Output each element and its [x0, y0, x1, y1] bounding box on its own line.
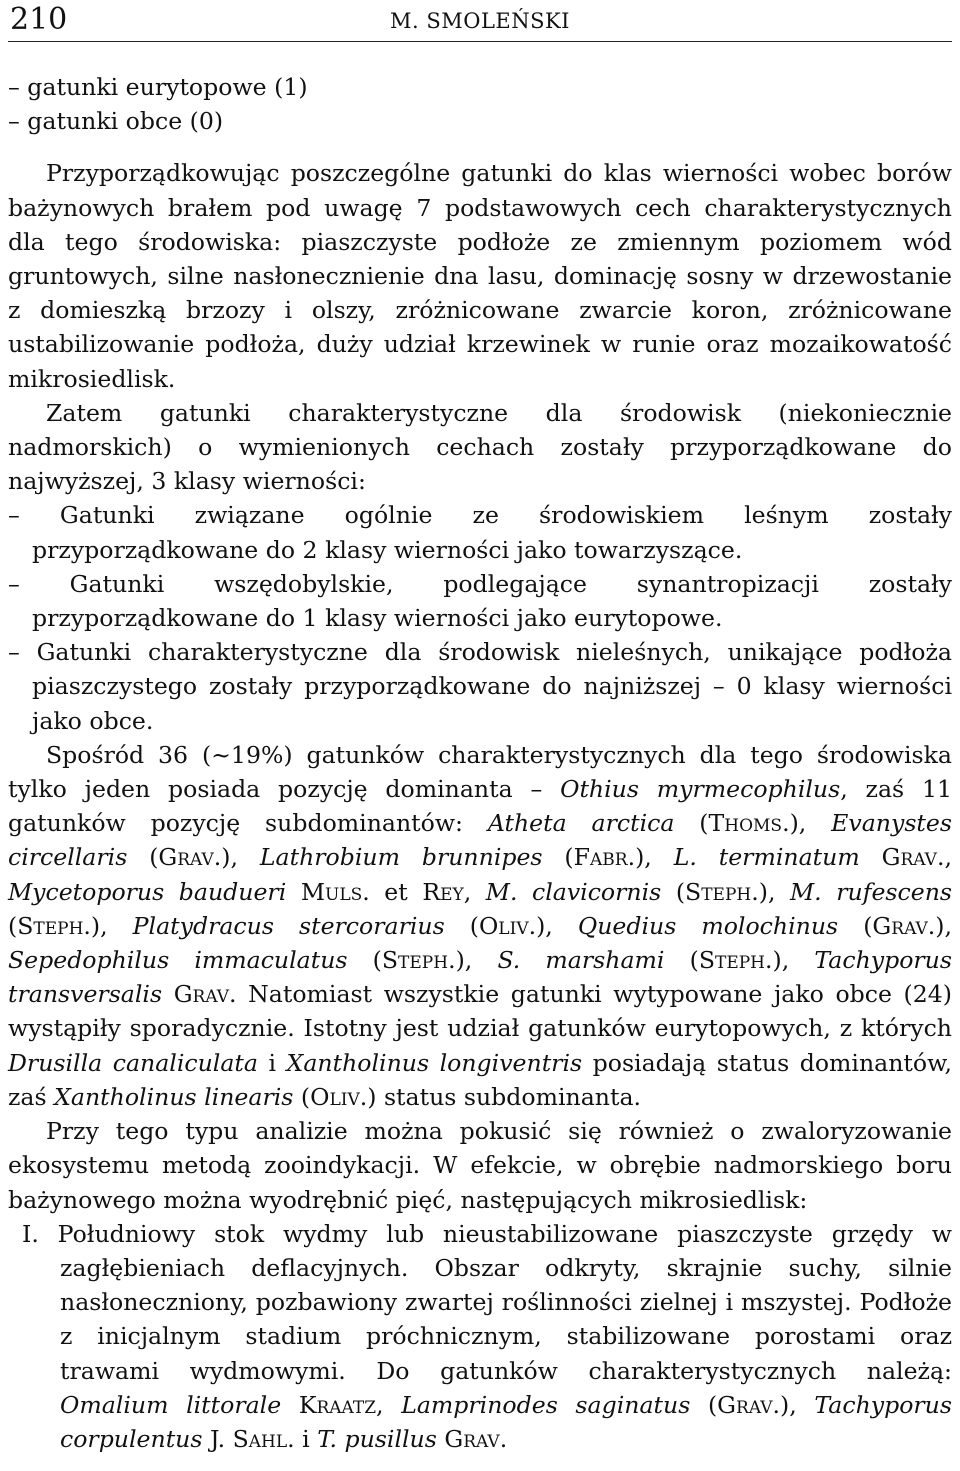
header-rule	[8, 41, 952, 42]
paragraph-3: Spośród 36 (~19%) gatunków charakterystycznych dla tego środowiska tylko jeden posiada pozycję dominanta – Othius myrmecophilus, zaś 11 gatunków pozycję subdominantów: Atheta arctica (Thoms.), Evanystes circellaris (Grav.), Lathrobium brunnipes (Fabr.), L. terminatum Grav., Mycetoporus baudueri Muls. et Rey, M. clavicornis (Steph.), M. rufescens (Steph.), Platydracus stercorarius (Oliv.), Quedius molochinus (Grav.), Sepedophilus immaculatus (Steph.), S. marshami (Steph.), Tachyporus transversalis Grav. Natomiast wszystkie gatunki wytypowane jako obce (24) wystąpiły sporadycznie. Istotny jest udział gatunków eurytopowych, z których Drusilla canaliculata i Xantholinus longiventris posiadają status dominantów, zaś Xantholinus linearis (Oliv.) status subdominanta.	[8, 740, 952, 1111]
list-item-roman-1: I. Południowy stok wydmy lub nieustabilizowane piaszczyste grzędy w zagłębieniach deflacyjnych. Obszar odkryty, skrajnie suchy, silnie nasłoneczniony, pozbawiony zwartej roślinności zielnej i mszystej. Podłoże z inicjalnym stadium próchnicznym, stabilizowane porostami oraz trawami wydmowymi. Do gatunków charakterystycznych należą: Omalium littorale Kraatz, Lamprinodes saginatus (Grav.), Tachyporus corpulentus J. Sahl. i T. pusillus Grav.	[22, 1219, 952, 1453]
page-header	[8, 0, 952, 40]
paragraph-4: Przy tego typu analizie można pokusić się również o zwaloryzowanie ekosystemu metodą zooindykacji. W efekcie, w obrębie nadmorskiego boru bażynowego można wyodrębnić pięć, następujących mikrosiedlisk:	[8, 1117, 952, 1214]
article-body	[8, 70, 952, 1456]
list-item: – gatunki obce (0)	[8, 107, 224, 136]
paragraph-1: Przyporządkowując poszczególne gatunki do klas wierności wobec borów bażynowych brałem pod uwagę 7 podstawowych cech charakterystycznych dla tego środowiska: piaszczyste podłoże ze zmiennym poziomem wód gruntowych, silne nasłonecznienie dna lasu, dominację sosny w drzewostanie z domieszką brzozy i olszy, zróżnicowane zwarcie koron, zróżnicowane ustabilizowanie podłoża, duży udział krzewinek w runie oraz mozaikowatość mikrosiedlisk.	[8, 159, 952, 393]
list-item: – Gatunki wszędobylskie, podlegające synantropizacji zostały przyporządkowane do 1 klasy wierności jako eurytopowe.	[8, 569, 952, 633]
running-head: M. SMOLEŃSKI	[390, 9, 570, 33]
list-item: – gatunki eurytopowe (1)	[8, 73, 308, 101]
list-item: – Gatunki związane ogólnie ze środowiskiem leśnym zostały przyporządkowane do 2 klasy wierności jako towarzyszące.	[8, 501, 952, 564]
paragraph-2: Zatem gatunki charakterystyczne dla środowisk (niekoniecznie nadmorskich) o wymienionych cechach zostały przyporządkowane do najwyższej, 3 klasy wierności:	[8, 398, 952, 496]
list-item: – Gatunki charakterystyczne dla środowisk nieleśnych, unikające podłoża piaszczystego zostały przyporządkowane do najniższej – 0 klasy wierności jako obce.	[8, 638, 952, 735]
page-number: 210	[10, 2, 68, 37]
